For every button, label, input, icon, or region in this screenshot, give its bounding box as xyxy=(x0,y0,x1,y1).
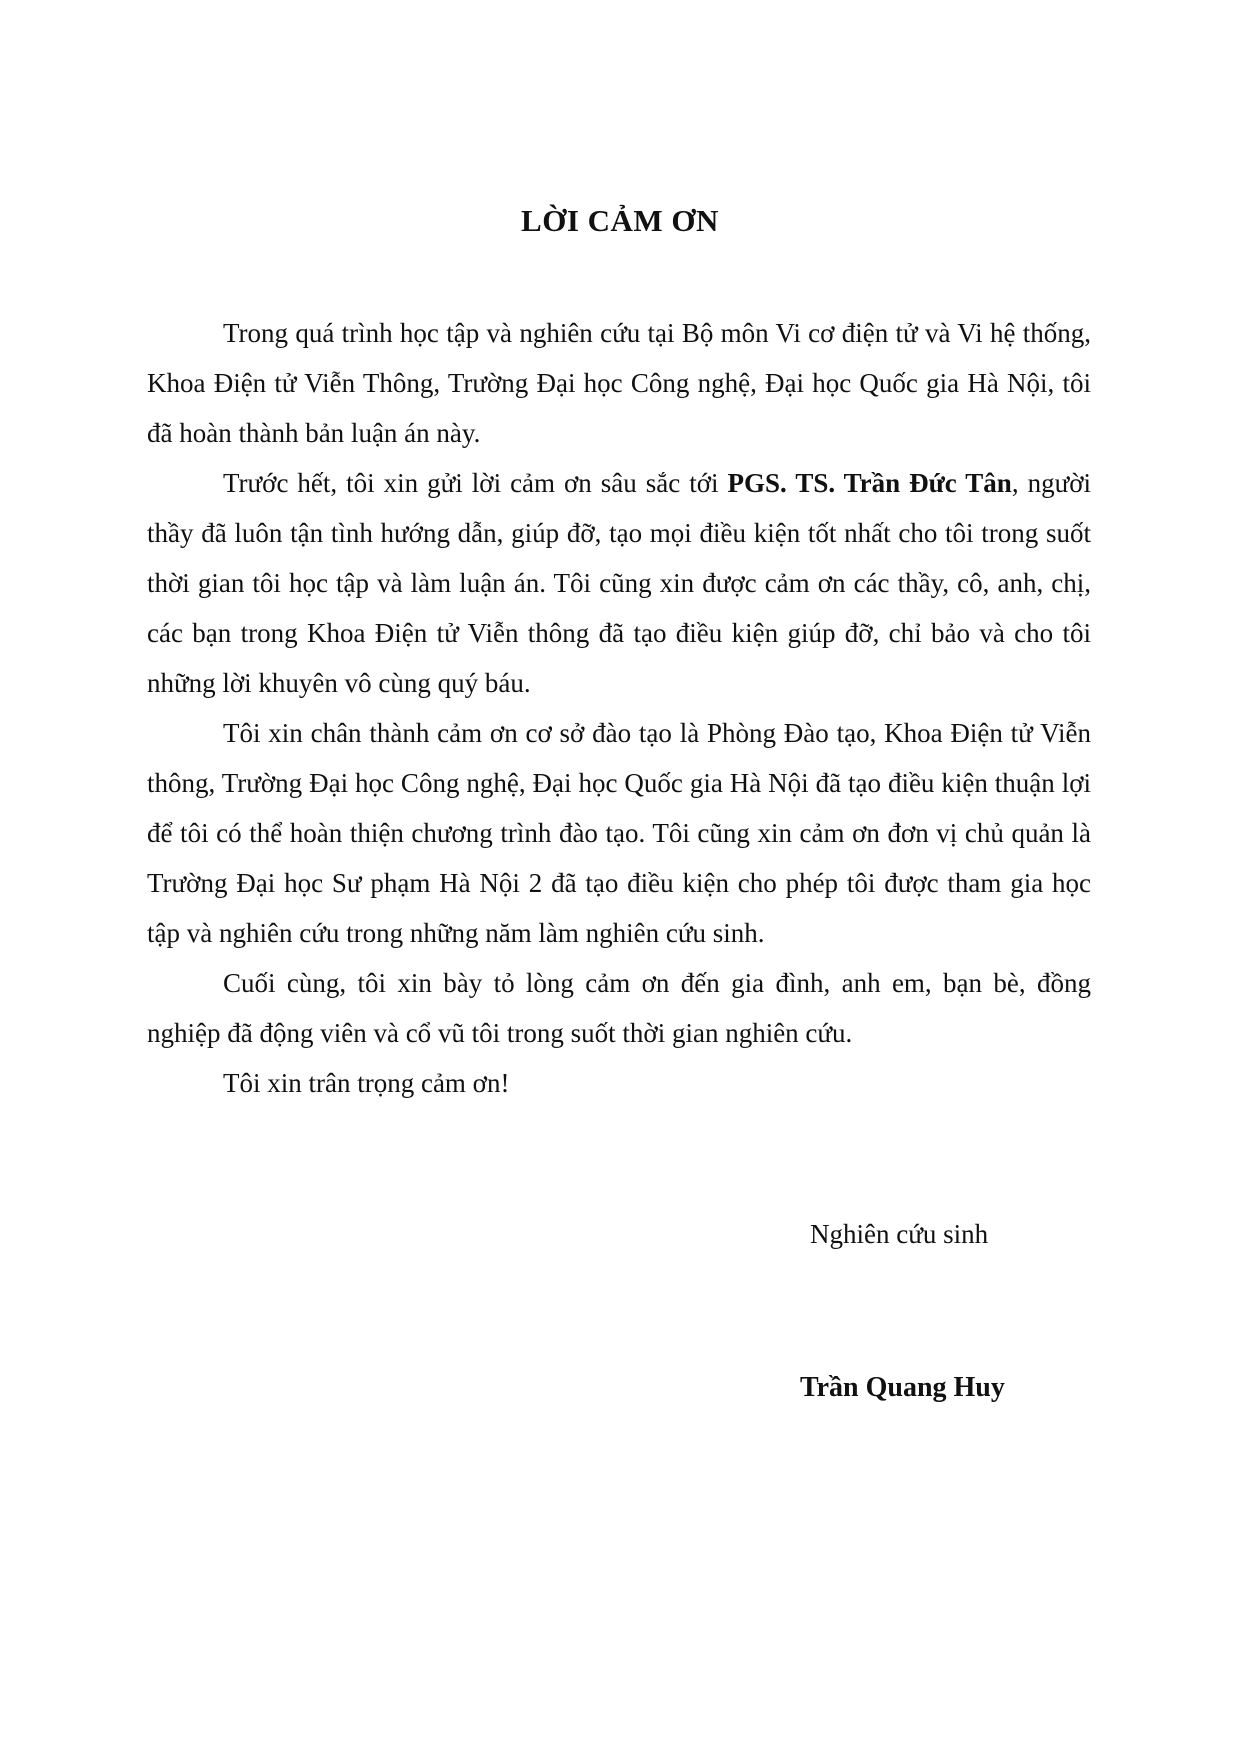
paragraph-closing: Tôi xin trân trọng cảm ơn! xyxy=(223,1068,510,1098)
paragraph-supervisor-intro: Trước hết, tôi xin gửi lời cảm ơn sâu sắc tới xyxy=(223,468,728,498)
paragraph-institution-thanks: Tôi xin chân thành cảm ơn cơ sở đào tạo là Phòng Đào tạo, Khoa Điện tử Viễn thông, Trường Đại học Công nghệ, Đại học Quốc gia Hà Nội đã tạo điều kiện thuận lợi để tôi có thể hoàn thiện chương trình đào tạo. Tôi cũng xin cảm ơn đơn vị chủ quản là Trường Đại học Sư phạm Hà Nội 2 đã tạo điều kiện cho phép tôi được tham gia học tập và nghiên cứu trong những năm làm nghiên cứu sinh. xyxy=(147,718,1091,948)
paragraph-study-context: Trong quá trình học tập và nghiên cứu tại Bộ môn Vi cơ điện tử và Vi hệ thống, Khoa Điện tử Viễn Thông, Trường Đại học Công nghệ, Đại học Quốc gia Hà Nội, tôi đã hoàn thành bản luận án này. xyxy=(147,318,1091,448)
page-title: LỜI CẢM ƠN xyxy=(521,203,719,238)
paragraph-family-thanks: Cuối cùng, tôi xin bày tỏ lòng cảm ơn đến gia đình, anh em, bạn bè, đồng nghiệp đã động viên và cổ vũ tôi trong suốt thời gian nghiên cứu. xyxy=(147,968,1091,1048)
signature-name: Trần Quang Huy xyxy=(800,1372,1005,1403)
acknowledgement-body xyxy=(147,308,1091,1108)
supervisor-name: PGS. TS. Trần Đức Tân xyxy=(727,468,1012,498)
paragraph-supervisor-rest: , người thầy đã luôn tận tình hướng dẫn, giúp đỡ, tạo mọi điều kiện tốt nhất cho tôi trong suốt thời gian tôi học tập và làm luận án. Tôi cũng xin được cảm ơn các thầy, cô, anh, chị, các bạn trong Khoa Điện tử Viễn thông đã tạo điều kiện giúp đỡ, chỉ bảo và cho tôi những lời khuyên vô cùng quý báu. xyxy=(147,468,1091,698)
paragraph-supervisor-thanks xyxy=(147,458,1091,708)
signature-role: Nghiên cứu sinh xyxy=(810,1219,989,1249)
